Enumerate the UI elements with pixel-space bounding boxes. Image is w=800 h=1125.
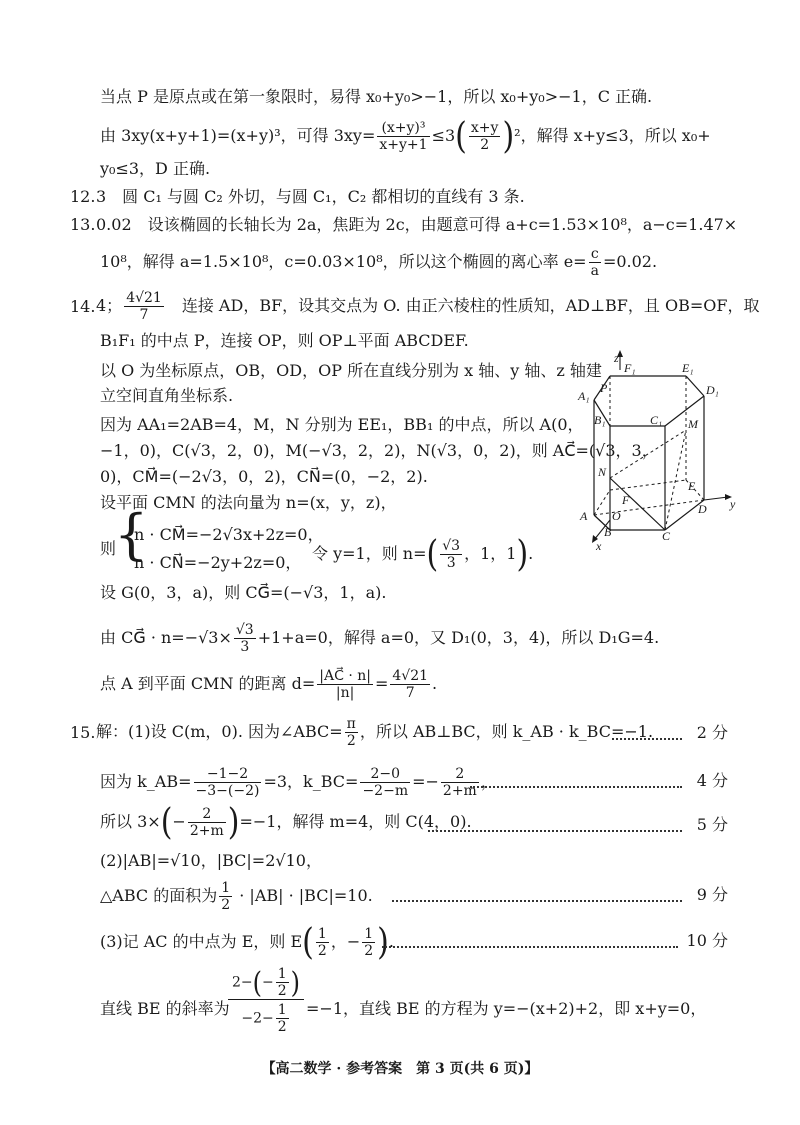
dot-leader	[612, 738, 682, 740]
score-5: 5 分	[696, 815, 728, 834]
label-E: E	[688, 479, 696, 493]
label-P: P	[600, 381, 608, 395]
q14-line-1: 4； $\frac{4√21}{7}$ 连接 AD，BF，设其交点为 O. 由正六棱柱的性质知，AD⊥BF，且 OB=OF，取	[96, 290, 760, 323]
hexagonal-prism-figure	[570, 350, 740, 550]
q11-line-1: 当点 P 是原点或在第一象限时，易得 x₀+y₀>−1，所以 x₀+y₀>−1，C 正确.	[100, 87, 653, 106]
label-C: C	[662, 529, 671, 543]
system-brace: {	[114, 503, 149, 566]
q15-number: 15.	[70, 723, 96, 742]
q15-line-5: △ABC 的面积为 $\frac{1}{2}$ · |AB| · |BC|=10.	[100, 880, 373, 913]
q14-number: 14.	[70, 297, 96, 316]
q11-line-2: 由 3xy(x+y+1)=(x+y)³，可得 3xy= $\frac{\text{(x+y)³}}{x+y+1}$ ≤3( $\frac{x+y}{2}$ )²，解得 x+y≤3，所以 x₀+	[100, 114, 711, 157]
label-E1: E₁	[682, 361, 694, 375]
score-2: 2 分	[696, 723, 728, 742]
q14-normal-vector: 令 y=1，则 n=( $\frac{√3}{3}$ ，1，1).	[312, 532, 534, 575]
q15-line-2: 因为 k_AB= $\frac{-1-2}{-3-(-2)}$ =3，k_BC= $\frac{2-0}{-2-m}$ =− $\frac{2}{2+m}$ ，	[100, 766, 497, 799]
q14-line-11: 由 CG⃗ · n=−√3× $\frac{√3}{3}$ +1+a=0，解得 a=0，又 D₁(0，3，4)，所以 D₁G=4.	[100, 622, 660, 655]
q14-line-10: 设 G(0，3，a)，则 CG⃗=(−√3，1，a).	[100, 583, 387, 602]
dot-leader	[428, 830, 682, 832]
label-D1: D₁	[706, 383, 719, 397]
score-10: 10 分	[686, 931, 728, 950]
score-4: 4 分	[696, 771, 728, 790]
label-x: x	[596, 539, 602, 550]
label-y: y	[730, 497, 736, 511]
dot-leader	[392, 900, 682, 902]
label-B: B	[604, 525, 612, 539]
q14-line-7: 0)，CM⃗=(−2√3，0，2)，CN⃗=(0，−2，2).	[100, 467, 428, 486]
q14-line-8: 设平面 CMN 的法向量为 n=(x，y，z)，	[100, 493, 397, 512]
q13-line-2: 10⁸，解得 a=1.5×10⁸，c=0.03×10⁸，所以这个椭圆的离心率 e= $\frac{c}{a}$ =0.02.	[100, 246, 658, 279]
label-F: F	[622, 493, 630, 507]
q12-text: 3 圆 C₁ 与圆 C₂ 外切，与圆 C₁，C₂ 都相切的直线有 3 条.	[96, 187, 525, 206]
q14-system-eq-1: n · CM⃗=−2√3x+2z=0，	[134, 525, 324, 544]
q13-line-1: 0.02 设该椭圆的长轴长为 2a，焦距为 2c，由题意可得 a+c=1.53×10⁸，a−c=1.47×	[96, 215, 738, 234]
q15-line-3: 所以 3×(− $\frac{2}{2+m}$ )=−1，解得 m=4，则 C(4，0).	[100, 800, 472, 843]
q15-line-7: =−1，直线 BE 的方程为 y=−(x+2)+2，即 x+y=0，	[306, 999, 707, 1018]
label-B1: B₁	[594, 413, 606, 427]
q13-number: 13.	[70, 215, 96, 234]
dot-leader	[382, 946, 678, 948]
q15-line-6: (3)记 AC 的中点为 E，则 E( $\frac{1}{2}$ ，− $\frac{1}{2}$ ).	[100, 920, 394, 963]
q15-line-1: 解：(1)设 C(m，0). 因为∠ABC= $\frac{\pi}{2}$ ，所以 AB⊥BC，则 k_AB · k_BC=−1.	[96, 716, 654, 749]
label-A1: A₁	[578, 389, 590, 403]
q14-line-3: 以 O 为坐标原点，OB，OD，OP 所在直线分别为 x 轴、y 轴、z 轴建	[100, 361, 602, 380]
score-9: 9 分	[696, 885, 728, 904]
label-C1: C₁	[650, 413, 663, 427]
q14-line-12: 点 A 到平面 CMN 的距离 d= $\frac{|AC⃗ \cdot n|}{|n|}$ = $\frac{4√21}{7}$ .	[100, 668, 438, 701]
page-footer: 【高二数学 · 参考答案 第 3 页(共 6 页)】	[261, 1061, 539, 1077]
label-D: D	[698, 502, 707, 516]
q14-line-6: −1，0)，C(√3，2，0)，M(−√3，2，2)，N(√3，0，2)，则 AC⃗=(√3，3，	[100, 441, 658, 460]
label-M: M	[688, 417, 698, 431]
q14-line-2: B₁F₁ 的中点 P，连接 OP，则 OP⊥平面 ABCDEF.	[100, 331, 469, 350]
label-O: O	[612, 509, 621, 523]
q15-slope-fraction: 2−(− $\frac{1}{2}$ ) −2− $\frac{1}{2}$	[228, 966, 304, 1035]
q14-line-4: 立空间直角坐标系.	[100, 386, 234, 405]
dot-leader	[470, 786, 682, 788]
label-N: N	[598, 465, 607, 479]
q15-slope-label: 直线 BE 的斜率为	[100, 999, 230, 1018]
q14-line-5: 因为 AA₁=2AB=4，M，N 分别为 EE₁，BB₁ 的中点，所以 A(0，	[100, 415, 584, 434]
q15-line-4: (2)|AB|=√10，|BC|=2√10，	[100, 851, 322, 870]
q12-number: 12.	[70, 187, 96, 206]
label-F1: F₁	[624, 361, 636, 375]
label-A: A	[580, 509, 588, 523]
q11-line-3: y₀≤3，D 正确.	[100, 159, 211, 178]
q14-then-label: 则	[100, 539, 117, 558]
label-z: z	[614, 351, 619, 365]
q14-system-eq-2: n · CN⃗=−2y+2z=0，	[134, 553, 302, 572]
